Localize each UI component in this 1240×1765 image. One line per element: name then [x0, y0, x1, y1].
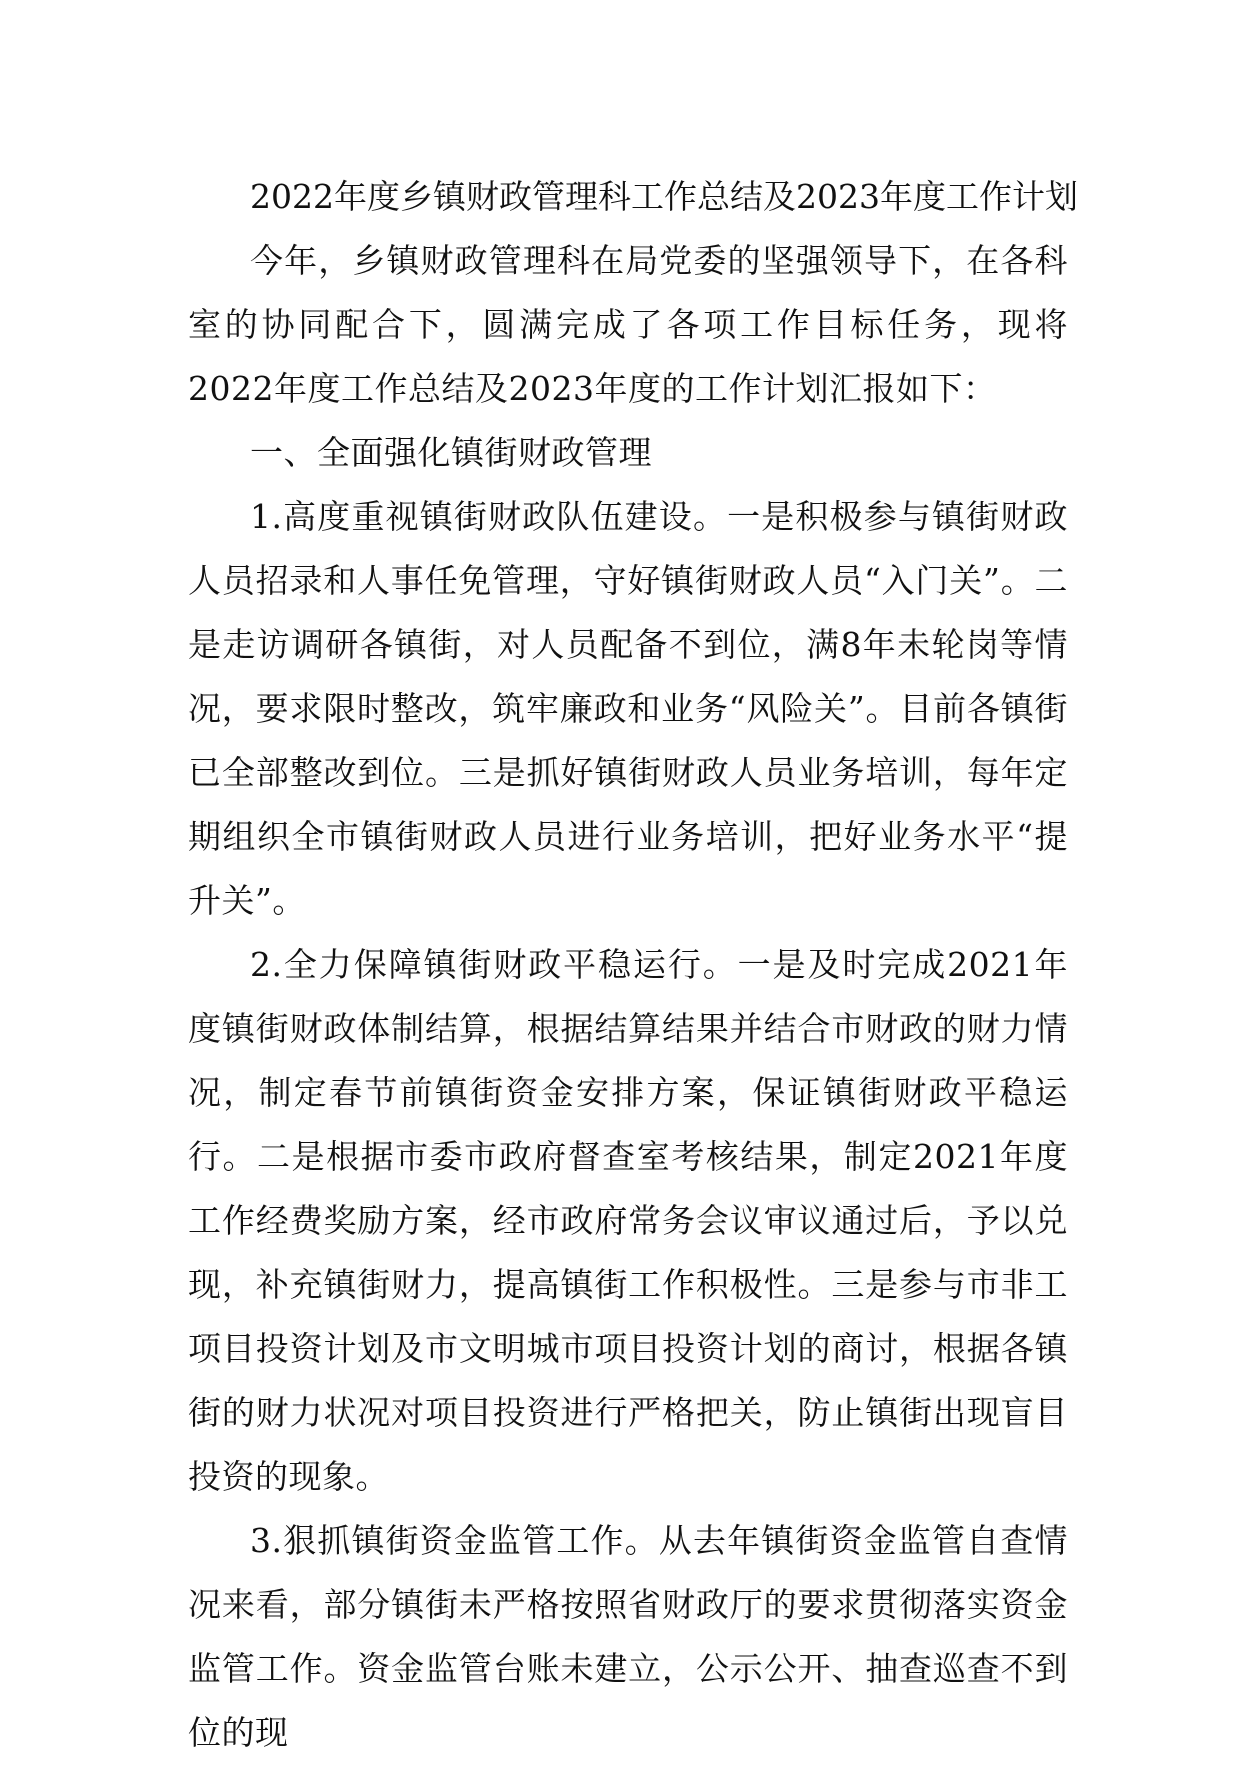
- paragraph-stable-operation: 2.全力保障镇街财政平稳运行。一是及时完成2021年度镇街财政体制结算，根据结算结果并结合市财政的财力情况，制定春节前镇街资金安排方案，保证镇街财政平稳运行。二是根据市委市政府督查室考核结果，制定2021年度工作经费奖励方案，经市政府常务会议审议通过后，予以兑现，补充镇街财力，提高镇街工作积极性。三是参与市非工项目投资计划及市文明城市项目投资计划的商讨，根据各镇街的财力状况对项目投资进行严格把关，防止镇街出现盲目投资的现象。: [188, 945, 1068, 1496]
- document-title: 2022年度乡镇财政管理科工作总结及2023年度工作计划: [250, 177, 1078, 216]
- document-body: [188, 165, 1078, 1765]
- paragraph-team-building: 1.高度重视镇街财政队伍建设。一是积极参与镇街财政人员招录和人事任免管理，守好镇街财政人员“入门关”。二是走访调研各镇街，对人员配备不到位，满8年未轮岗等情况，要求限时整改，筑牢廉政和业务“风险关”。目前各镇街已全部整改到位。三是抓好镇街财政人员业务培训，每年定期组织全市镇街财政人员进行业务培训，把好业务水平“提升关”。: [188, 497, 1068, 920]
- section-heading-1: 一、全面强化镇街财政管理: [250, 433, 652, 472]
- intro-paragraph: 今年，乡镇财政管理科在局党委的坚强领导下，在各科室的协同配合下，圆满完成了各项工作目标任务，现将2022年度工作总结及2023年度的工作计划汇报如下：: [188, 241, 1068, 408]
- paragraph-fund-supervision: 3.狠抓镇街资金监管工作。从去年镇街资金监管自查情况来看，部分镇街未严格按照省财政厅的要求贯彻落实资金监管工作。资金监管台账未建立，公示公开、抽查巡查不到位的现: [188, 1521, 1068, 1752]
